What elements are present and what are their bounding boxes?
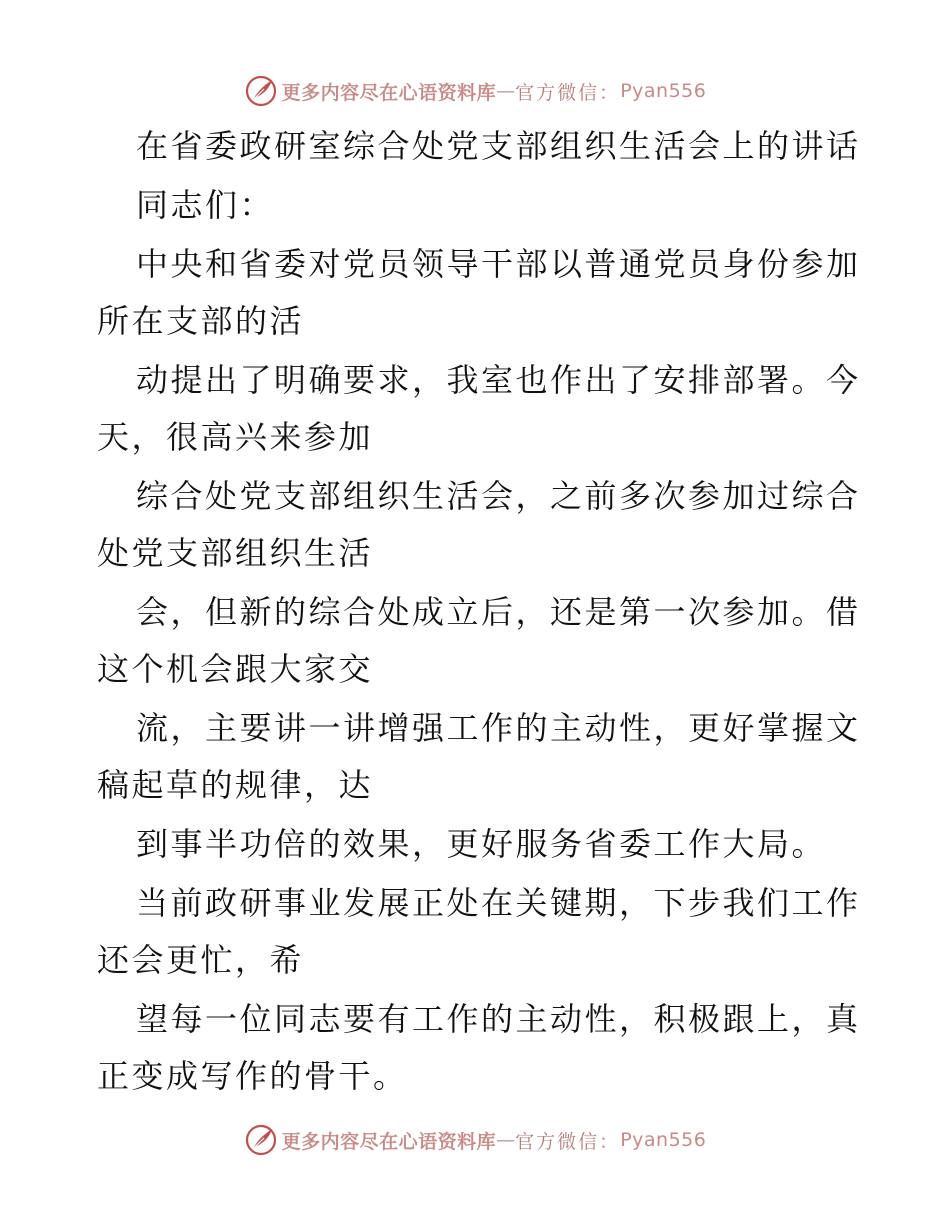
feather-pen-logo-icon [244, 1123, 278, 1157]
salutation: 同志们： [136, 186, 275, 224]
paragraph-line: 天，很高兴来参加 [97, 418, 374, 456]
watermark-separator: — [496, 1129, 516, 1151]
footer-watermark [0, 1120, 950, 1160]
paragraph-line: 正变成写作的骨干。 [97, 1057, 408, 1095]
watermark-wechat-label: 官方微信： [515, 1130, 621, 1153]
paragraph-line: 当前政研事业发展正处在关键期，下步我们工作 [136, 884, 861, 922]
feather-pen-logo-icon [244, 74, 278, 108]
paragraph-line: 综合处党支部组织生活会，之前多次参加过综合 [136, 477, 861, 515]
paragraph-line: 处党支部组织生活 [97, 534, 374, 572]
watermark-main-text: 更多内容尽在心语资料库 [281, 1130, 497, 1153]
paragraph-line: 这个机会跟大家交 [97, 650, 374, 688]
document-title: 在省委政研室综合处党支部组织生活会上的讲话 [136, 127, 861, 165]
watermark-wechat-label: 官方微信： [515, 81, 621, 104]
paragraph-line: 到事半功倍的效果，更好服务省委工作大局。 [136, 825, 827, 863]
watermark-separator: — [496, 80, 516, 102]
watermark-wechat-id: Pyan556 [620, 80, 707, 102]
header-watermark [0, 71, 950, 111]
paragraph-line: 动提出了明确要求，我室也作出了安排部署。今 [136, 361, 861, 399]
watermark-main-text: 更多内容尽在心语资料库 [281, 81, 497, 104]
watermark-wechat-id: Pyan556 [620, 1129, 707, 1151]
paragraph-line: 流，主要讲一讲增强工作的主动性，更好掌握文 [136, 709, 861, 747]
paragraph-line: 望每一位同志要有工作的主动性，积极跟上，真 [136, 1000, 861, 1038]
paragraph-line: 所在支部的活 [97, 302, 305, 340]
paragraph-line: 稿起草的规律，达 [97, 766, 374, 804]
paragraph-line: 会，但新的综合处成立后，还是第一次参加。借 [136, 593, 861, 631]
paragraph-line: 还会更忙，希 [97, 941, 305, 979]
paragraph-line: 中央和省委对党员领导干部以普通党员身份参加 [136, 245, 861, 283]
